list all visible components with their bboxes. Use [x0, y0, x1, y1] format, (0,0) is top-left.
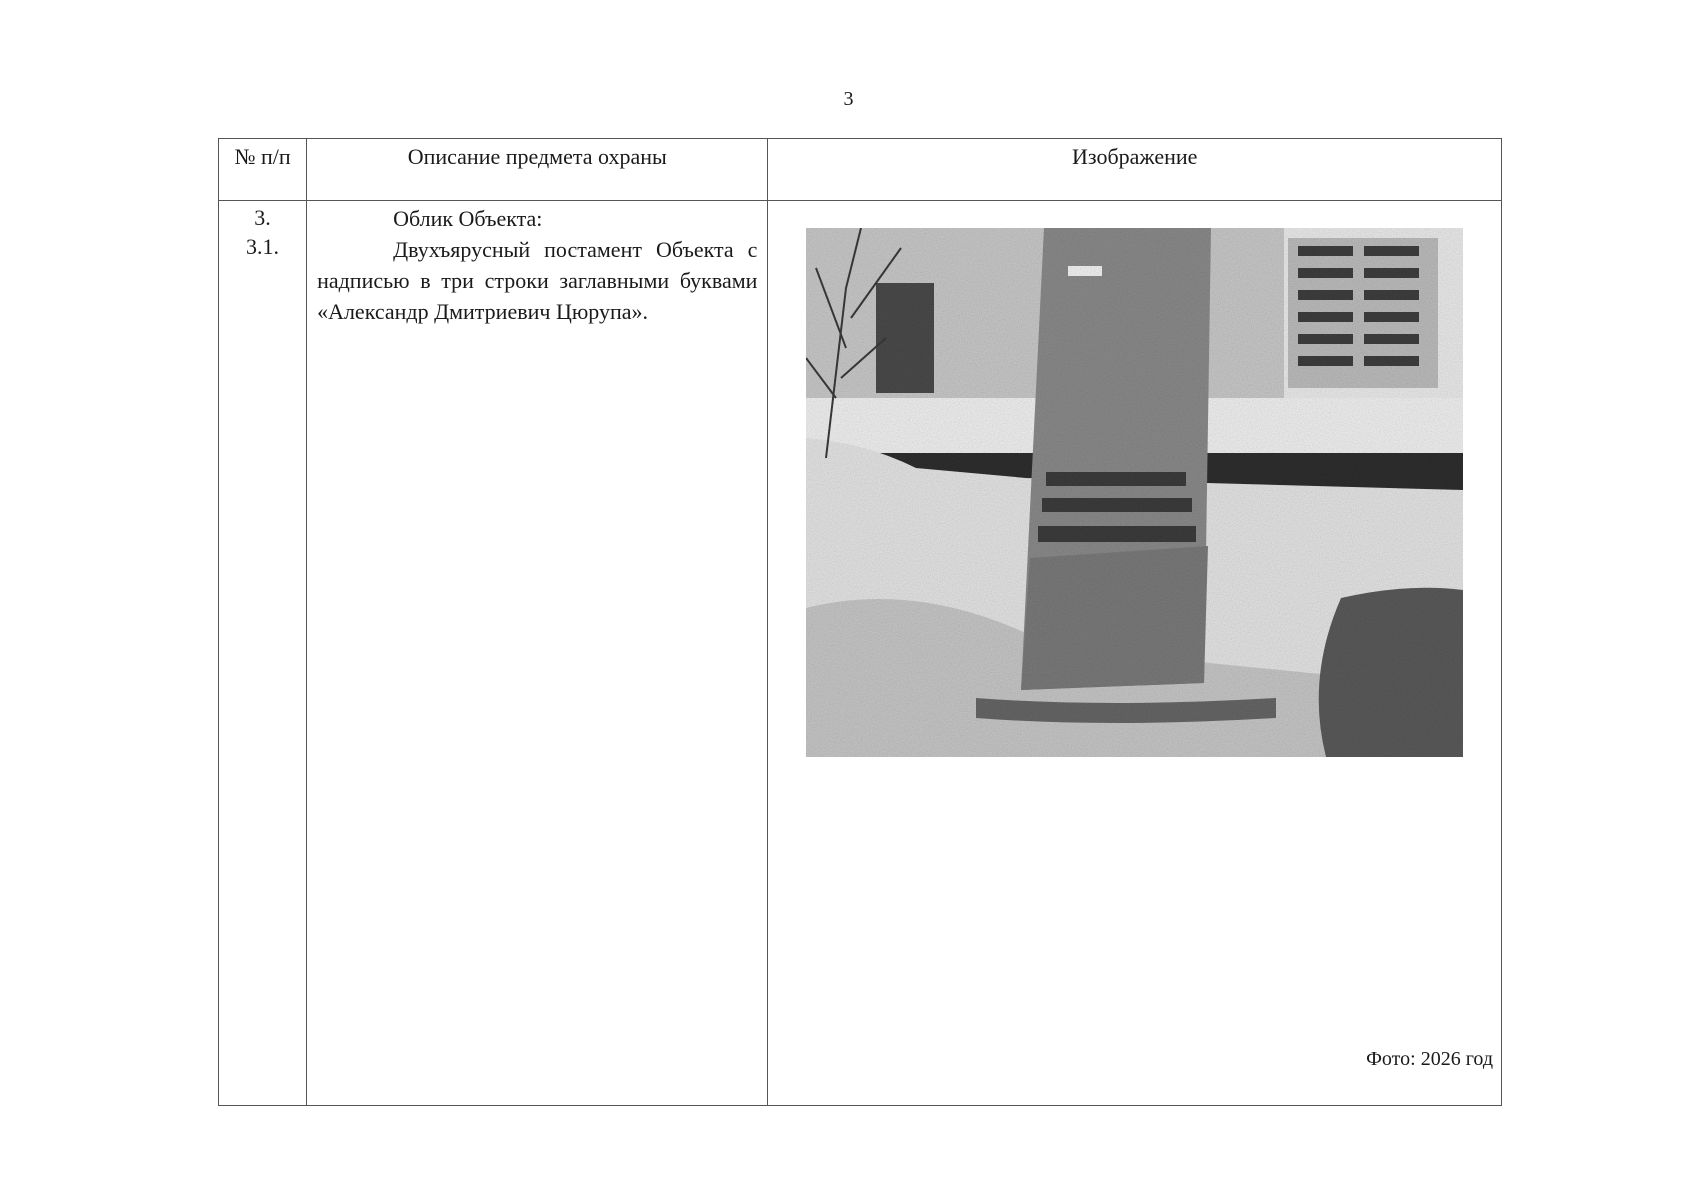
protection-subject-table [218, 138, 1502, 1106]
row-subnumber: 3.1. [246, 234, 280, 259]
page-number: 3 [843, 88, 854, 110]
header-image: Изображение [768, 139, 1502, 201]
photo-caption: Фото: 2026 год [1366, 1048, 1493, 1070]
row-number-cell [219, 201, 307, 1106]
table-header-row [219, 139, 1502, 201]
row-image-cell [768, 201, 1502, 1106]
header-number: № п/п [219, 139, 307, 201]
monument-photo-icon [806, 228, 1463, 757]
row-title: Облик Объекта: [393, 206, 543, 231]
header-description: Описание предмета охраны [307, 139, 768, 201]
row-description-cell [307, 201, 768, 1106]
table-row [219, 201, 1502, 1106]
row-description: Двухъярусный постамент Объекта с надписью в три строки заглавными буквами «Александр Дмитриевич Цюрупа». [317, 237, 758, 324]
row-number: 3. [254, 205, 271, 230]
